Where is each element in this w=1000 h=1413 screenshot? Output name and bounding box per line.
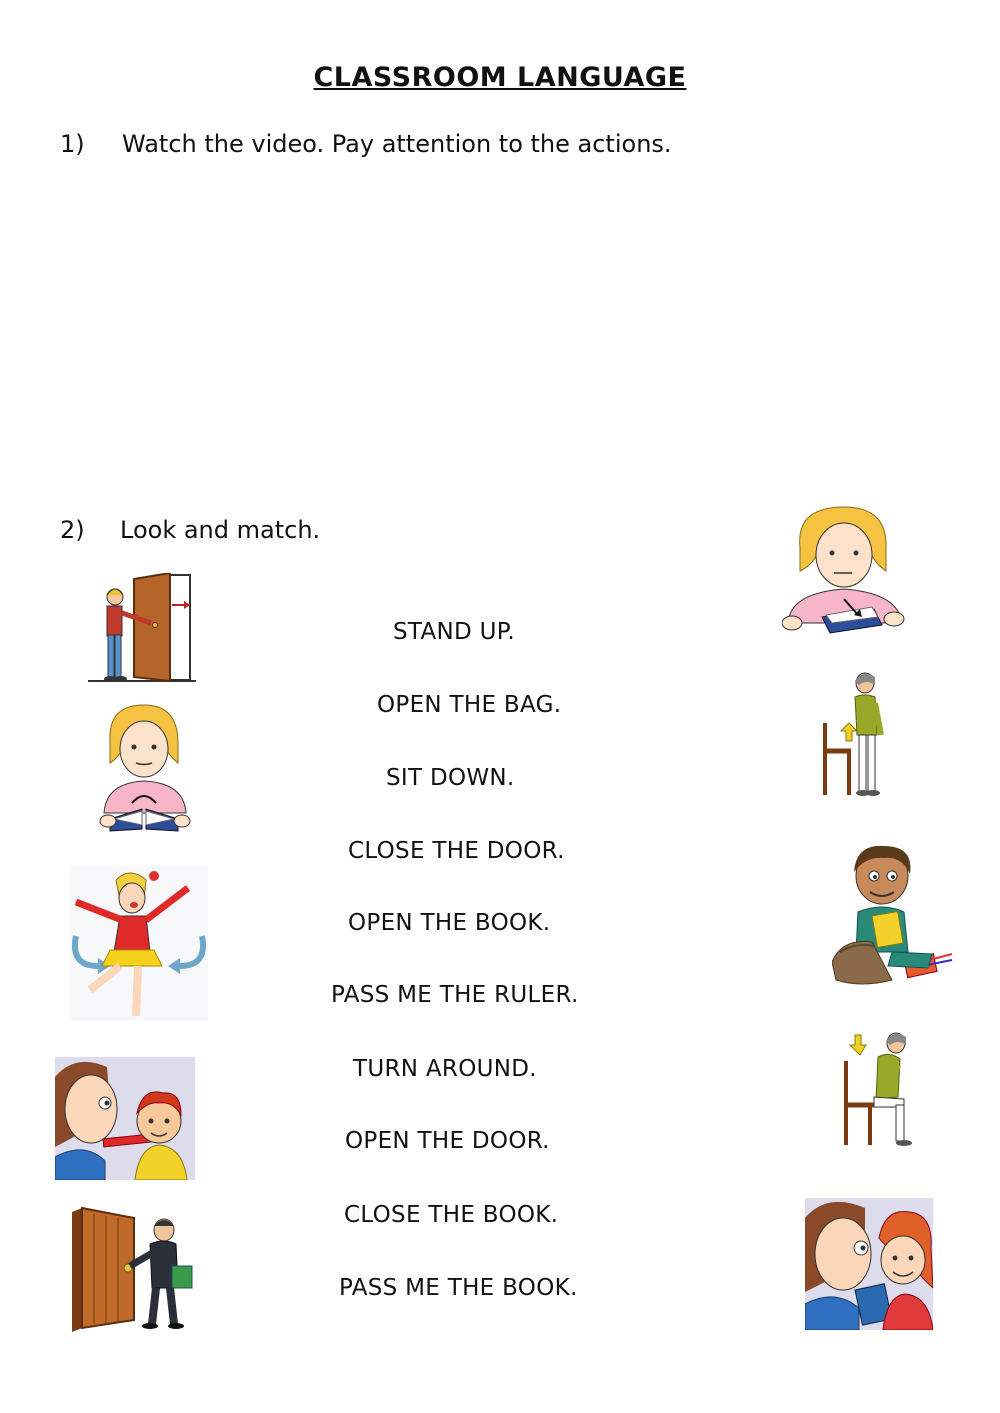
phrase-open-book: OPEN THE BOOK. bbox=[348, 910, 551, 936]
open-door-picture bbox=[68, 1204, 196, 1332]
instruction-1-text: Watch the video. Pay attention to the actions. bbox=[122, 130, 672, 158]
pass-ruler-picture bbox=[55, 1057, 195, 1180]
phrase-sit-down: SIT DOWN. bbox=[386, 765, 515, 791]
phrase-turn-around: TURN AROUND. bbox=[353, 1056, 537, 1082]
open-book-picture bbox=[96, 703, 196, 833]
phrase-stand-up: STAND UP. bbox=[393, 619, 515, 645]
instruction-2-text: Look and match. bbox=[120, 516, 321, 544]
sit-down-picture bbox=[838, 1027, 922, 1149]
open-bag-picture bbox=[832, 842, 954, 992]
instruction-1-number: 1) bbox=[60, 130, 85, 158]
phrase-open-door: OPEN THE DOOR. bbox=[345, 1128, 550, 1154]
instruction-2 bbox=[60, 516, 320, 544]
phrase-open-bag: OPEN THE BAG. bbox=[377, 692, 562, 718]
phrase-pass-ruler: PASS ME THE RULER. bbox=[331, 982, 579, 1008]
page-title: CLASSROOM LANGUAGE bbox=[313, 62, 687, 93]
pass-book-picture bbox=[805, 1198, 933, 1330]
instruction-1 bbox=[60, 130, 672, 158]
stand-up-picture bbox=[815, 667, 897, 799]
turn-around-picture bbox=[70, 866, 208, 1021]
phrase-pass-book: PASS ME THE BOOK. bbox=[339, 1275, 578, 1301]
phrase-close-book: CLOSE THE BOOK. bbox=[344, 1202, 559, 1228]
close-door-picture bbox=[88, 573, 196, 685]
close-book-picture bbox=[782, 505, 907, 635]
instruction-2-number: 2) bbox=[60, 516, 85, 544]
phrase-close-door: CLOSE THE DOOR. bbox=[348, 838, 565, 864]
